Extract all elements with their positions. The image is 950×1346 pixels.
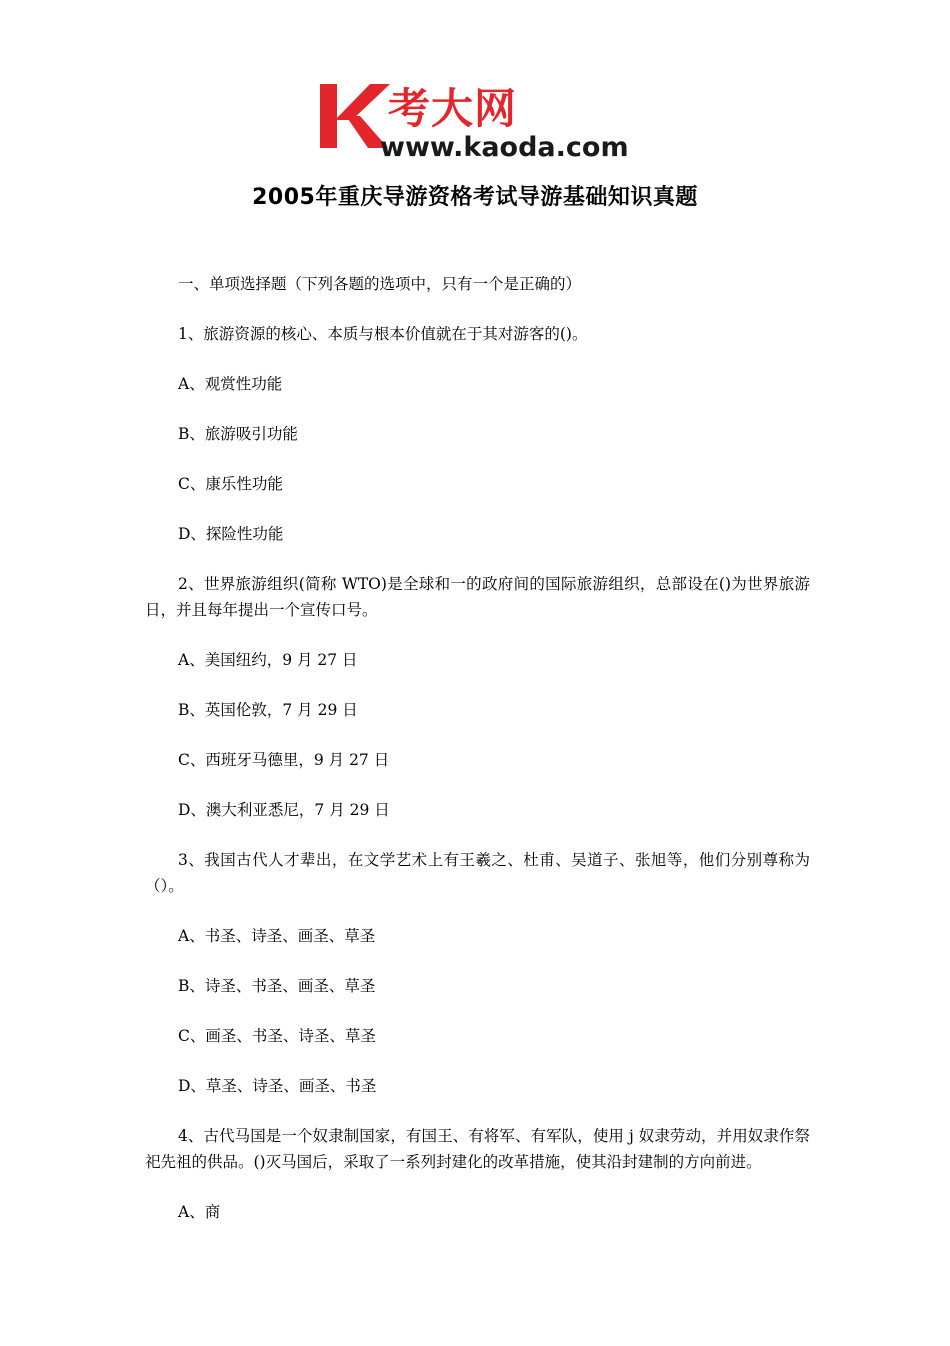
- answer-option: C、康乐性功能: [178, 475, 283, 493]
- answer-option: A、观赏性功能: [178, 375, 283, 393]
- question-stem: 3、我国古代人才辈出，在文学艺术上有王羲之、杜甫、吴道子、张旭等，他们分别尊称为（）。: [145, 851, 810, 895]
- logo-brand-cn: 考大网: [388, 84, 518, 133]
- question-stem: 1、旅游资源的核心、本质与根本价值就在于其对游客的()。: [178, 325, 588, 343]
- answer-option: D、澳大利亚悉尼，7 月 29 日: [178, 801, 390, 819]
- question-stem: 2、世界旅游组织(简称 WTO)是全球和一的政府间的国际旅游组织，总部设在()为世界旅游日，并且每年提出一个宣传口号。: [145, 575, 810, 619]
- answer-option: B、英国伦敦，7 月 29 日: [178, 701, 358, 719]
- answer-option: B、诗圣、书圣、画圣、草圣: [178, 977, 376, 995]
- answer-option: C、西班牙马德里，9 月 27 日: [178, 751, 390, 769]
- answer-option: A、美国纽约，9 月 27 日: [178, 651, 358, 669]
- document-title: 2005年重庆导游资格考试导游基础知识真题: [252, 185, 698, 210]
- answer-option: D、草圣、诗圣、画圣、书圣: [178, 1077, 377, 1095]
- answer-option: C、画圣、书圣、诗圣、草圣: [178, 1027, 376, 1045]
- answer-option: B、旅游吸引功能: [178, 425, 298, 443]
- answer-option: A、商: [178, 1203, 221, 1221]
- section-heading: 一、单项选择题（下列各题的选项中，只有一个是正确的）: [178, 275, 582, 293]
- answer-option: A、书圣、诗圣、画圣、草圣: [178, 927, 376, 945]
- kaoda-logo[interactable]: [318, 80, 640, 160]
- answer-option: D、探险性功能: [178, 525, 284, 543]
- kaoda-logo-graphic: [318, 80, 640, 160]
- logo-url: www.kaoda.com: [380, 132, 629, 160]
- question-stem: 4、古代马国是一个奴隶制国家，有国王、有将军、有军队，使用 j 奴隶劳动，并用奴隶作祭祀先祖的供品。()灭马国后，采取了一系列封建化的改革措施，使其沿封建制的方向前进。: [145, 1127, 810, 1171]
- document-body: [145, 271, 810, 1249]
